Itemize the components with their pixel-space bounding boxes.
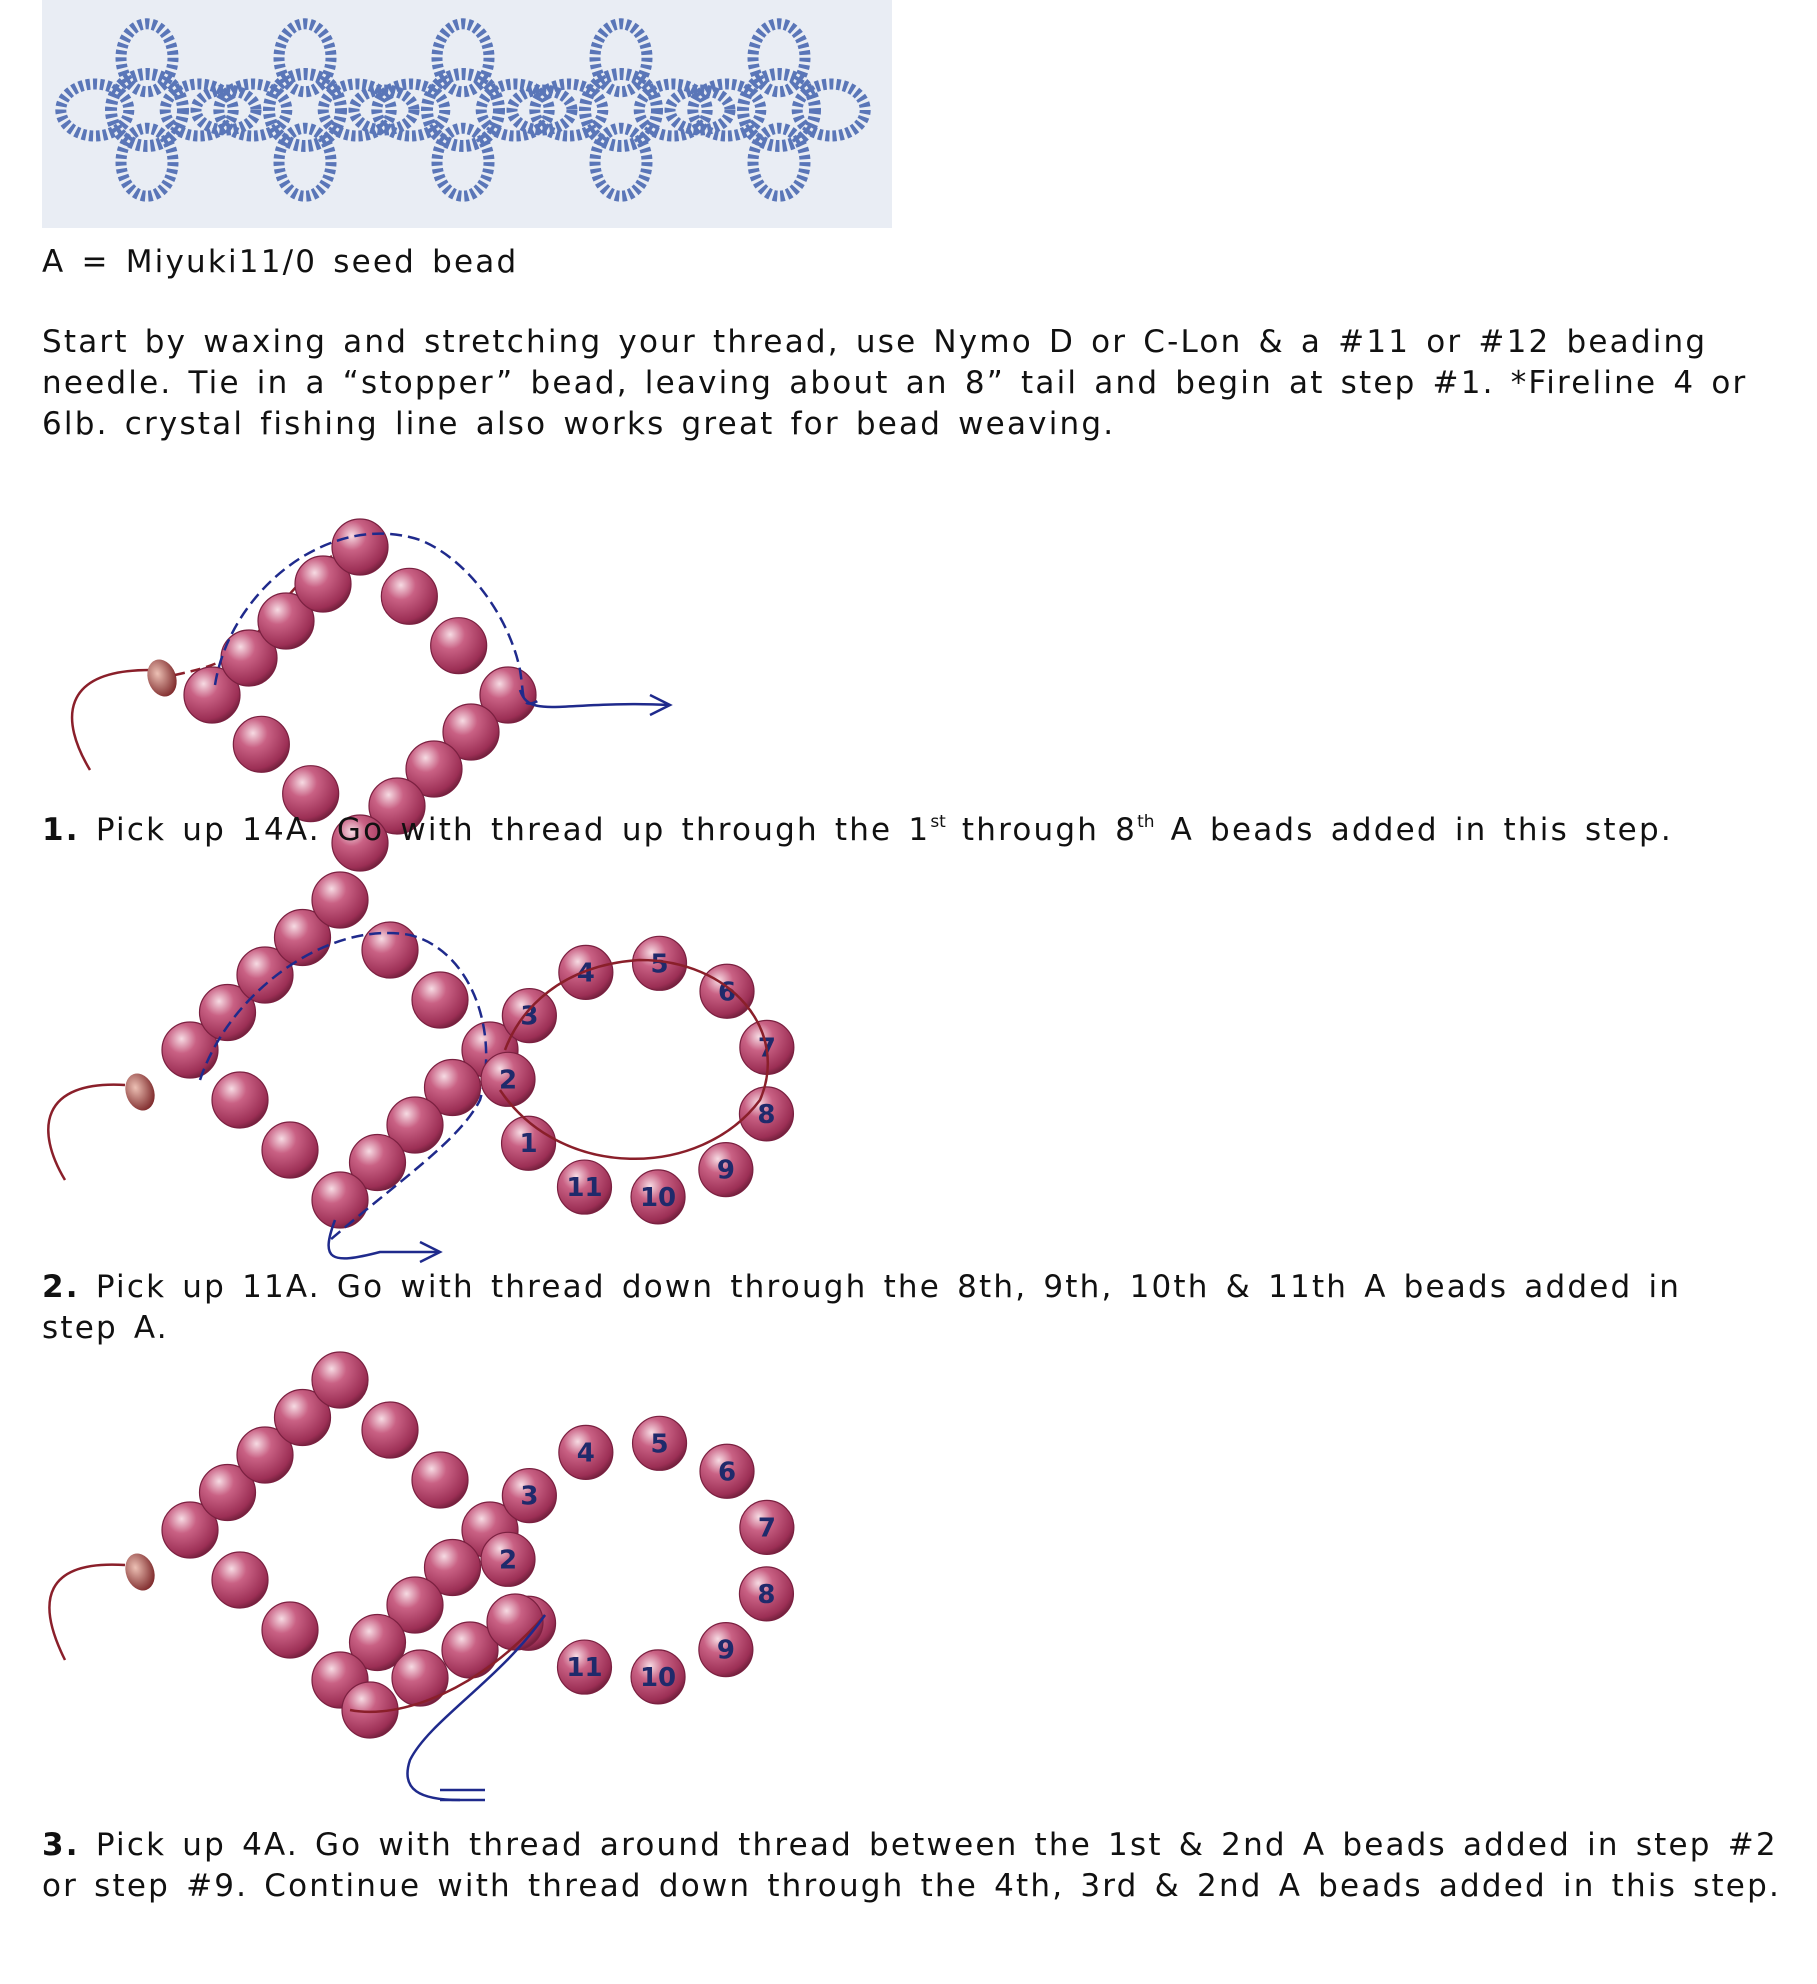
bead bbox=[312, 1172, 368, 1228]
bead bbox=[233, 716, 289, 772]
bead bbox=[381, 568, 437, 624]
bead bbox=[262, 1122, 318, 1178]
step-2-diagram bbox=[0, 880, 900, 1270]
step-1-text-c: A beads added in this step. bbox=[1154, 812, 1673, 848]
step-3-instruction bbox=[42, 1825, 1802, 1907]
bead-label: 6 bbox=[717, 977, 737, 1008]
step-3-diagram bbox=[0, 1360, 900, 1840]
bead bbox=[362, 1402, 418, 1458]
bead-label: 6 bbox=[717, 1457, 737, 1488]
step-1-instruction bbox=[42, 810, 1802, 851]
thread-blue-exit bbox=[520, 690, 670, 707]
bead bbox=[412, 972, 468, 1028]
intro-paragraph: Start by waxing and stretching your thread, use Nymo D or C-Lon & a #11 or #12 beading needle. Tie in a “stopper” bead, leaving about an 8” tail and begin at step #1. *Fireline 4 or 6lb. crystal fishing line also works great for bead weaving. bbox=[42, 324, 1748, 442]
bead-label: 2 bbox=[498, 1065, 518, 1096]
bead bbox=[262, 1602, 318, 1658]
bead-label: 7 bbox=[757, 1513, 776, 1544]
bead-label: 11 bbox=[566, 1173, 603, 1204]
bead-label: 2 bbox=[498, 1545, 518, 1576]
stopper-bead bbox=[142, 655, 181, 700]
bead bbox=[212, 1072, 268, 1128]
bead-label: 11 bbox=[566, 1653, 603, 1684]
stopper-bead bbox=[120, 1549, 159, 1594]
bead bbox=[431, 618, 487, 674]
step-1-text-b: through 8 bbox=[945, 812, 1138, 848]
step-3-number: 3. bbox=[42, 1827, 80, 1863]
lace-pattern bbox=[61, 24, 865, 196]
step-1-sup-b: th bbox=[1137, 812, 1155, 832]
step-1-text-a: Pick up 14A. Go with thread up through the 1 bbox=[95, 812, 931, 848]
step-3-text: Pick up 4A. Go with thread around thread between the 1st & 2nd A beads added in step #2 or step #9. Continue with thread down through the 4th, 3rd & 2nd A beads added in this step. bbox=[42, 1827, 1782, 1904]
lace-ring bbox=[269, 74, 341, 146]
bead-label: 10 bbox=[639, 1662, 677, 1693]
step-1-sup-a: st bbox=[930, 812, 946, 832]
bead bbox=[362, 922, 418, 978]
bead-label: 3 bbox=[520, 1001, 539, 1032]
bead-label: 7 bbox=[757, 1033, 776, 1064]
bracelet-lace-illustration bbox=[42, 0, 892, 228]
bead-label: 8 bbox=[757, 1579, 776, 1610]
bead bbox=[212, 1552, 268, 1608]
bead-label: 10 bbox=[639, 1182, 677, 1213]
bead-label: 3 bbox=[520, 1481, 539, 1512]
bead bbox=[312, 1352, 368, 1408]
bead-label: 1 bbox=[519, 1129, 538, 1160]
bead-label: 4 bbox=[576, 958, 595, 989]
bead-label: 5 bbox=[650, 1429, 669, 1460]
lace-ring bbox=[111, 74, 183, 146]
bead-label: 9 bbox=[716, 1155, 735, 1186]
bead bbox=[412, 1452, 468, 1508]
bead-label: 8 bbox=[757, 1099, 776, 1130]
bead-label: 4 bbox=[576, 1438, 595, 1469]
thread-tail bbox=[49, 1565, 125, 1660]
bead-label: 9 bbox=[716, 1635, 735, 1666]
lace-ring bbox=[585, 74, 657, 146]
step-1-diagram bbox=[0, 470, 900, 810]
step-2-number: 2. bbox=[42, 1269, 80, 1305]
step-1-number: 1. bbox=[42, 812, 80, 848]
lace-ring bbox=[427, 74, 499, 146]
bead bbox=[332, 519, 388, 575]
materials-line: A = Miyuki11/0 seed bead bbox=[42, 244, 519, 280]
stopper-bead bbox=[120, 1069, 159, 1114]
bead bbox=[312, 872, 368, 928]
new-bead bbox=[392, 1650, 448, 1706]
bracelet-photo bbox=[42, 0, 892, 228]
lace-ring bbox=[743, 74, 815, 146]
thread-tail bbox=[48, 1085, 125, 1180]
new-bead bbox=[487, 1594, 543, 1650]
step-2-text: Pick up 11A. Go with thread down through the 8th, 9th, 10th & 11th A beads added in step A. bbox=[42, 1269, 1682, 1346]
step-2-instruction bbox=[42, 1267, 1762, 1349]
bead-label: 5 bbox=[650, 949, 669, 980]
thread-tail bbox=[72, 670, 150, 770]
